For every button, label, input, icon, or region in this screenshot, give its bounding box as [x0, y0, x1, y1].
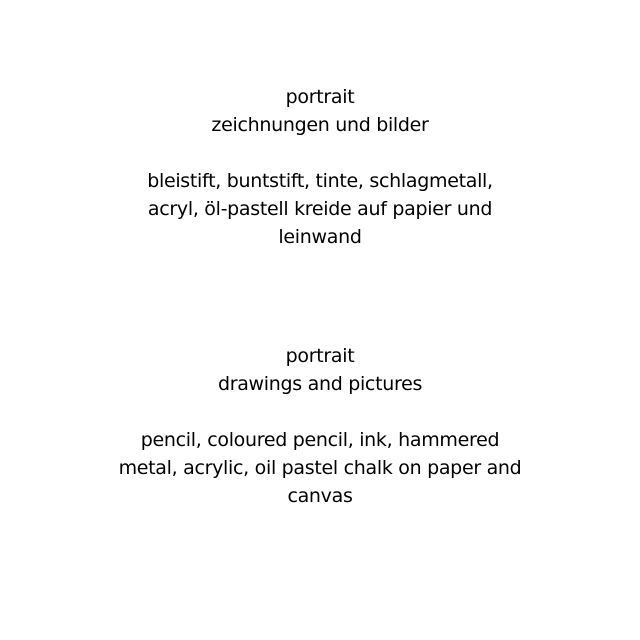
english-materials-line: pencil, coloured pencil, ink, hammered — [140, 429, 500, 451]
spacer — [0, 139, 640, 167]
english-materials-line: canvas — [287, 485, 353, 507]
german-subtitle: zeichnungen und bilder — [211, 114, 429, 136]
german-title: portrait — [285, 86, 355, 108]
english-title: portrait — [285, 345, 355, 367]
english-materials-line: metal, acrylic, oil pastel chalk on paper and — [118, 457, 522, 479]
english-subtitle: drawings and pictures — [217, 373, 423, 395]
spacer — [0, 398, 640, 426]
german-description — [0, 83, 640, 251]
english-description — [0, 342, 640, 510]
german-materials-line: leinwand — [278, 226, 362, 248]
german-materials-line: bleistift, buntstift, tinte, schlagmetall, — [147, 170, 493, 192]
german-materials-line: acryl, öl-pastell kreide auf papier und — [147, 198, 493, 220]
